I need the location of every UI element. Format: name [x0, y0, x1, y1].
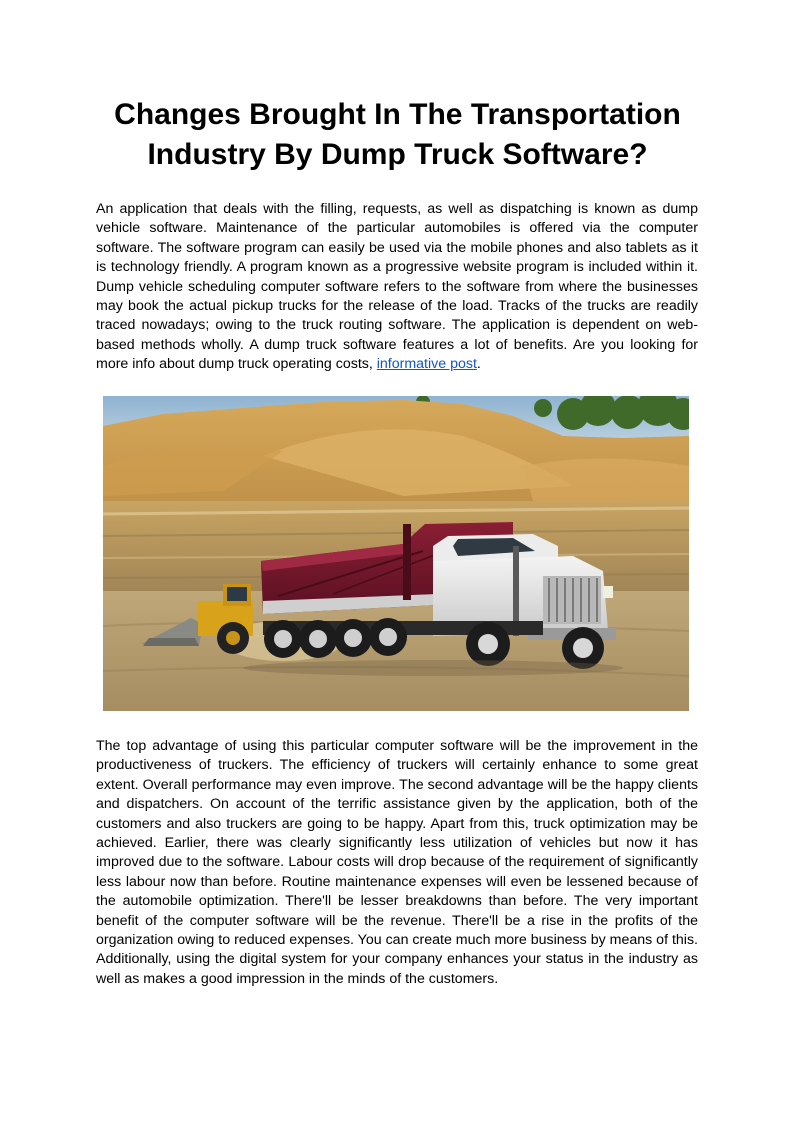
- dump-truck-photo: [103, 396, 689, 711]
- intro-paragraph-text: An application that deals with the filling, requests, as well as dispatching is known as dump vehicle software. Maintenance of the particular automobiles is offered via the computer software. The software program can easily be used via the mobile phones and also tablets as it is technology friendly. A program known as a progressive website program is included within it. Dump vehicle scheduling computer software refers to the software from where the businesses may book the actual pickup trucks for the release of the load. Tracks of the trucks are readily traced nowadays; owing to the truck routing software. The application is dependent on web-based methods wholly. A dump truck software features a lot of benefits. Are you looking for more info about dump truck operating costs,: [96, 201, 698, 373]
- intro-paragraph: [96, 200, 698, 375]
- title-line-2: Industry By Dump Truck Software?: [147, 138, 648, 171]
- dump-truck-illustration: [103, 396, 689, 711]
- intro-paragraph-period: .: [476, 356, 481, 373]
- body-paragraph: The top advantage of using this particular computer software will be the improvement in the productiveness of truckers. The efficiency of truckers will certainly enhance to some great extent. Overall performance may even improve. The second advantage will be the happy clients and dispatchers. On account of the terrific assistance given by the application, both of the customers and also truckers are going to be happy. Apart from this, truck optimization may be achieved. Earlier, there was clearly significantly less utilization of vehicles but now it has improved due to the software. Labour costs will drop because of the requirement of significantly less labour now than before. Routine maintenance expenses will even be lessened because of the automobile optimization. There'll be lesser breakdowns than before. The very important benefit of the computer software will be the revenue. There'll be a rise in the profits of the organization owing to reduced expenses. You can create much more business by means of this. Additionally, using the digital system for your company enhances your status in the industry as well as makes a good impression in the minds of the customers.: [96, 738, 698, 987]
- title-line-1: Changes Brought In The Transportation: [114, 98, 681, 131]
- page-title: [60, 95, 735, 175]
- informative-post-link[interactable]: informative post: [376, 356, 477, 373]
